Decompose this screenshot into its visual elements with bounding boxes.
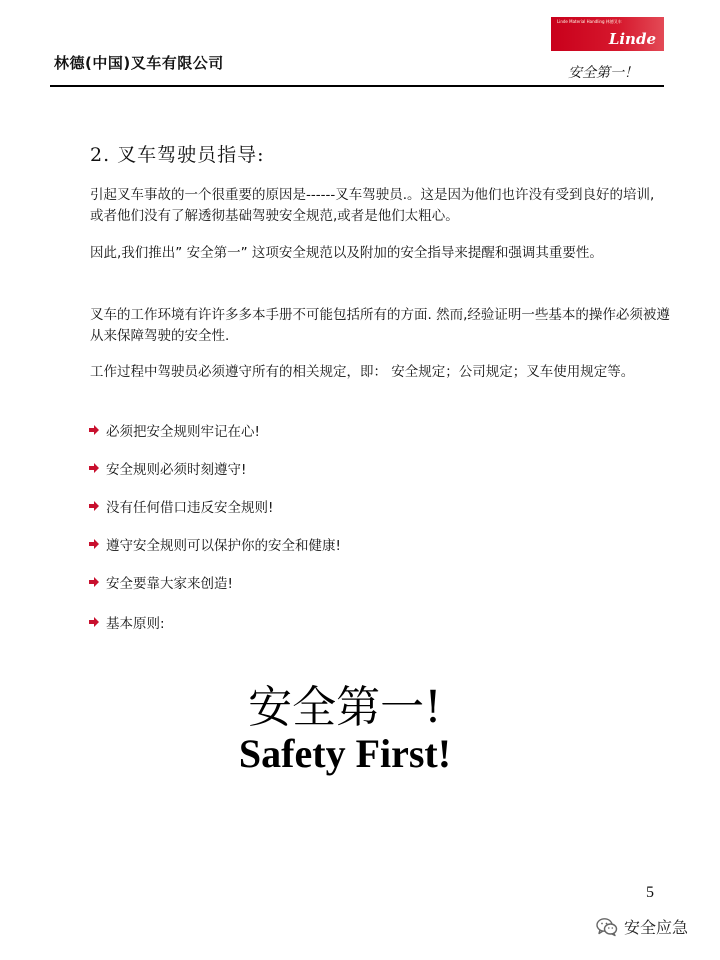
arrow-bullet-icon	[88, 538, 100, 550]
linde-logo	[551, 17, 664, 51]
bullet-item	[88, 420, 260, 440]
arrow-bullet-icon	[88, 424, 100, 436]
arrow-bullet-icon	[88, 500, 100, 512]
arrow-bullet-icon	[88, 616, 100, 628]
watermark	[596, 915, 688, 938]
paragraph: 工作过程中驾驶员必须遵守所有的相关规定，即： 安全规定；公司规定；叉车使用规定等。	[90, 364, 635, 380]
bullet-item	[88, 458, 246, 478]
bullet-text: 没有任何借口违反安全规则!	[106, 500, 274, 516]
arrow-bullet-icon	[88, 462, 100, 474]
bullet-text: 遵守安全规则可以保护你的安全和健康!	[106, 538, 341, 554]
header-divider	[50, 85, 664, 87]
bullet-text: 基本原则:	[106, 616, 165, 632]
header-slogan: 安全第一！	[568, 65, 638, 81]
safety-first-english: Safety First!	[238, 731, 452, 776]
bullet-item	[88, 534, 341, 554]
paragraph: 引起叉车事故的一个很重要的原因是------叉车驾驶员.。这是因为他们也许没有受到良好的培训, 或者他们没有了解透彻基础驾驶安全规范,或者是他们太粗心。	[90, 187, 655, 224]
wechat-icon	[596, 917, 618, 937]
page-number: 5	[646, 884, 654, 901]
bullet-text: 必须把安全规则牢记在心!	[106, 424, 260, 440]
bullet-item	[88, 572, 233, 592]
logo-small-text: Linde Material Handling 林德叉车	[557, 19, 622, 24]
logo-text: Linde	[608, 30, 656, 48]
bullet-text: 安全要靠大家来创造!	[106, 576, 233, 592]
company-name: 林德(中国)叉车有限公司	[54, 54, 224, 72]
bullet-item	[88, 612, 165, 632]
bullet-text: 安全规则必须时刻遵守!	[106, 462, 247, 478]
section-title: 2. 叉车驾驶员指导:	[90, 144, 265, 166]
safety-first-chinese: 安全第一!	[248, 682, 442, 733]
paragraph: 因此,我们推出” 安全第一” 这项安全规范以及附加的安全指导来提醒和强调其重要性。	[90, 245, 603, 261]
watermark-text: 安全应急	[624, 918, 689, 937]
paragraph: 叉车的工作环境有许许多多本手册不可能包括所有的方面. 然而,经验证明一些基本的操作必须被遵从来保障驾驶的安全性.	[90, 307, 670, 344]
bullet-item	[88, 496, 273, 516]
arrow-bullet-icon	[88, 576, 100, 588]
